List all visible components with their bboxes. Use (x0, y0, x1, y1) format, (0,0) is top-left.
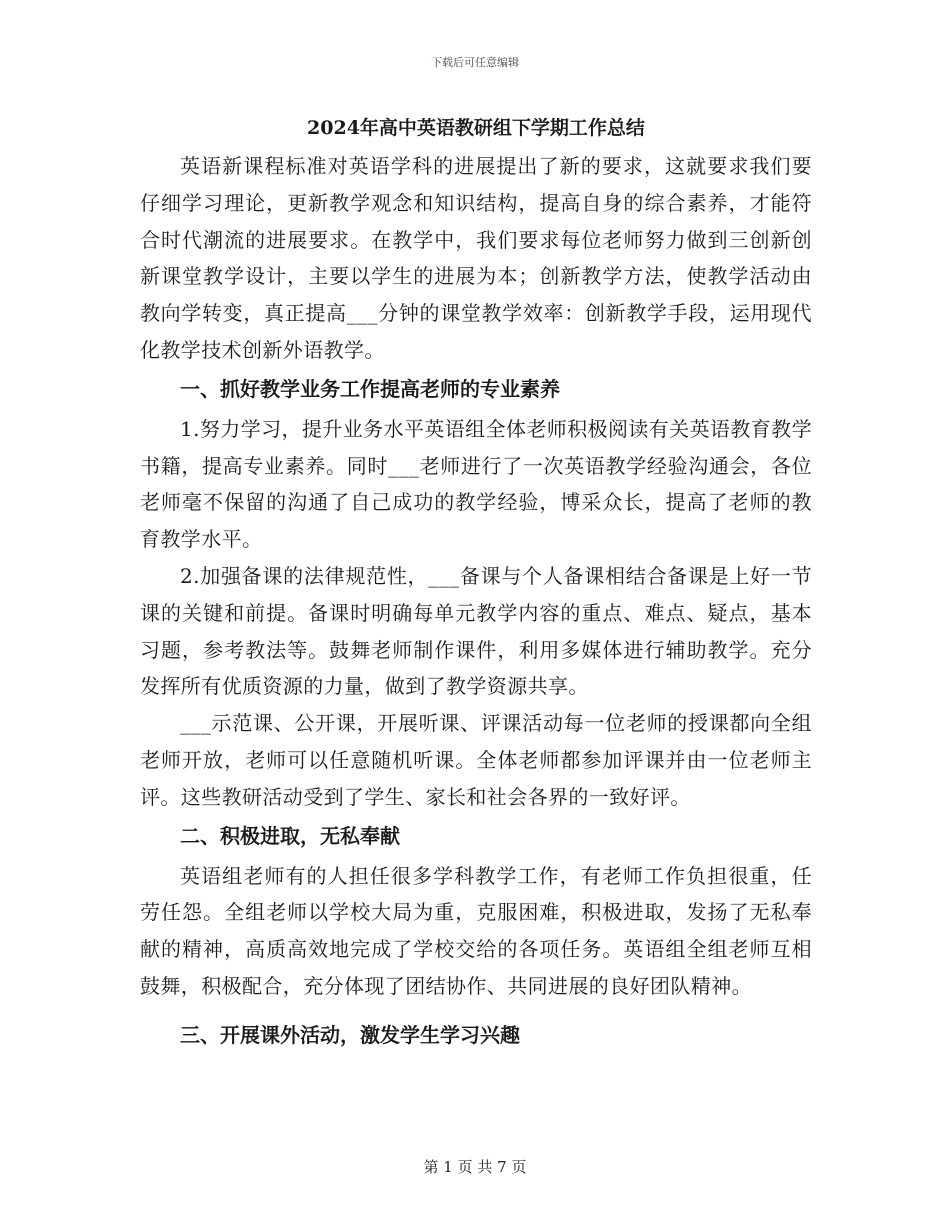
section-2-heading: 二、积极进取，无私奉献 (180, 823, 400, 848)
section-1-paragraph-1: 1.努力学习，提升业务水平英语组全体老师积极阅读有关英语教育教学书籍，提高专业素养。同时___老师进行了一次英语教学经验沟通会，各位老师毫不保留的沟通了自己成功的教学经验，博采众长，提高了老师的教育教学水平。 (140, 416, 812, 552)
page-number-footer: 第 1 页 共 7 页 (423, 1158, 527, 1176)
document-body (140, 114, 812, 1057)
section-1-paragraph-3: ___示范课、公开课，开展听课、评课活动每一位老师的授课都向全组老师开放，老师可以任意随机听课。全体老师都参加评课并由一位老师主评。这些教研活动受到了学生、家长和社会各界的一致好评。 (140, 711, 812, 809)
intro-paragraph: 英语新课程标准对英语学科的进展提出了新的要求，这就要求我们要仔细学习理论，更新教学观念和知识结构，提高自身的综合素养，才能符合时代潮流的进展要求。在教学中，我们要求每位老师努力做到三创新创新课堂教学设计，主要以学生的进展为本；创新教学方法，使教学活动由教向学转变，真正提高___分钟的课堂教学效率：创新教学手段，运用现代化教学技术创新外语教学。 (140, 154, 812, 362)
document-title: 2024年高中英语教研组下学期工作总结 (307, 117, 645, 139)
section-1-heading: 一、抓好教学业务工作提高老师的专业素养 (180, 376, 560, 401)
page-header-note: 下载后可任意编辑 (431, 56, 519, 69)
section-3-heading: 三、开展课外活动，激发学生学习兴趣 (180, 1022, 520, 1047)
section-2-paragraph-1: 英语组老师有的人担任很多学科教学工作，有老师工作负担很重，任劳任怨。全组老师以学校大局为重，克服困难，积极进取，发扬了无私奉献的精神，高质高效地完成了学校交给的各项任务。英语组全组老师互相鼓舞，积极配合，充分体现了团结协作、共同进展的良好团队精神。 (140, 863, 812, 998)
section-1-paragraph-2: 2.加强备课的法律规范性，___备课与个人备课相结合备课是上好一节课的关键和前提。备课时明确每单元教学内容的重点、难点、疑点，基本习题，参考教法等。鼓舞老师制作课件，利用多媒体进行辅助教学。充分发挥所有优质资源的力量，做到了教学资源共享。 (140, 563, 812, 699)
